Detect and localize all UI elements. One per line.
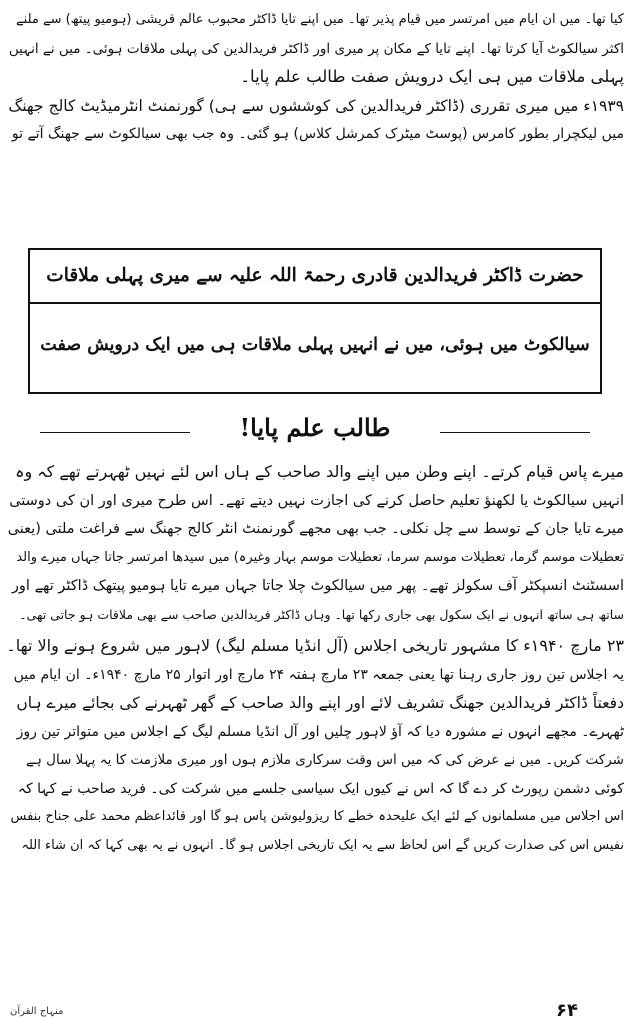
text-line: ٹھہرے۔ مجھے انہوں نے مشورہ دیا کہ آؤ لاہور چلیں اور آل انڈیا مسلم لیگ کے اجلاس میں متواتر تین روز <box>16 723 624 740</box>
text-line: دفعتاً ڈاکٹر فریدالدین جھنگ تشریف لائے اور اپنے والد صاحب کے گھر ٹھہرنے کی بجائے میرے ہاں <box>16 694 624 712</box>
text-line: میں لیکچرار بطور کامرس (پوسٹ میٹرک کمرشل کلاس) ہو گئی۔ وہ جب بھی سیالکوٹ سے جھنگ آتے تو <box>11 126 624 142</box>
decorative-rule-right <box>440 432 590 433</box>
text-line: میرے پاس قیام کرتے۔ اپنے وطن میں اپنے والد صاحب کے ہاں اس لئے نہیں ٹھہرتے تھے کہ وہ <box>15 462 624 481</box>
box-divider <box>30 302 600 304</box>
box-heading: حضرت ڈاکٹر فریدالدین قادری رحمۃ اللہ علیہ سے میری پہلی ملاقات <box>46 265 584 286</box>
subheading: طالب علم پایا! <box>239 413 391 442</box>
body-paragraph-2 <box>6 458 624 629</box>
text-line: نفیس اس کی صدارت کریں گے اس لحاظ سے یہ ایک تاریخی اجلاس ہو گا۔ انہوں نے یہ بھی کہا کہ ان شاء اللہ <box>21 837 624 853</box>
text-line: ساتھ ہی ساتھ انہوں نے ایک سکول بھی جاری رکھا تھا۔ وہاں ڈاکٹر فریدالدین صاحب سے بھی ملاقات ہو جاتی تھی۔ <box>19 606 624 622</box>
text-line: کوئی دشمن رپورٹ کر دے گا کہ اس نے کیوں ایک سیاسی جلسے میں شرکت کی۔ فرید صاحب نے کہا کہ <box>17 780 624 797</box>
text-line: اس اجلاس میں مسلمانوں کے لئے ایک علیحدہ خطے کا ریزولیوشن پاس ہو گا اور قائداعظم محمد علی جناح بنفس <box>10 809 624 824</box>
text-line: انہیں سیالکوٹ یا لکھنؤ تعلیم حاصل کرنے کی اجازت نہیں دیتے تھے۔ اس طرح میری اور ان کی دوستی <box>9 492 624 509</box>
text-line: شرکت کریں۔ میں نے عرض کی کہ میں اس وقت سرکاری ملازم ہوں اور میری ملازمت کا یہ پہلا سال ہے <box>26 752 624 768</box>
text-line: پہلی ملاقات میں ہی ایک درویش صفت طالب علم پایا۔ <box>240 67 624 86</box>
text-line: یہ اجلاس تین روز جاری رہنا تھا یعنی جمعہ ۲۳ مارچ ہفتہ ۲۴ مارچ اور اتوار ۲۵ مارچ ۱۹۴۰ء۔ ان ایام میں <box>13 666 624 683</box>
opening-paragraph <box>6 6 624 149</box>
text-line: تعطیلات موسم گرما، تعطیلات موسم سرما، تعطیلات موسم بہار وغیرہ) میں سیدھا امرتسر جاتا جہاں میرے والد <box>16 549 624 565</box>
text-line: اسسٹنٹ انسپکٹر آف سکولز تھے۔ پھر میں سیالکوٹ چلا جاتا جہاں میرے تایا ہومیو پیتھک ڈاکٹر تھے اور <box>11 578 624 594</box>
text-line: میرے تایا جان کے توسط سے چل نکلی۔ جب بھی مجھے گورنمنٹ انٹر کالج جھنگ سے فراغت ملتی (یعنی <box>7 521 624 537</box>
publisher-mark: منہاج القرآن <box>10 1006 64 1017</box>
text-line: ۱۹۳۹ء میں میری تقرری (ڈاکٹر فریدالدین کی کوششوں سے ہی) گورنمنٹ انٹرمیڈیٹ کالج جھنگ <box>8 96 624 115</box>
text-line: اکثر سیالکوٹ آیا کرتا تھا۔ اپنے تایا کے مکان پر میری اور ڈاکٹر فریدالدین کی پہلی ملاقات ہوئی۔ میں نے انہیں <box>8 40 624 57</box>
text-line: کیا تھا۔ میں ان ایام میں امرتسر میں قیام پذیر تھا۔ میں اپنے تایا ڈاکٹر محبوب عالم قریشی (ہومیو پیتھ) سے ملنے <box>16 12 624 27</box>
page-number: ۶۴ <box>556 1000 578 1021</box>
box-quote: سیالکوٹ میں ہوئی، میں نے انہیں پہلی ملاقات ہی میں ایک درویش صفت <box>40 335 590 355</box>
body-paragraph-3 <box>6 632 624 860</box>
highlight-box <box>28 248 602 394</box>
text-line: ۲۳ مارچ ۱۹۴۰ء کا مشہور تاریخی اجلاس (آل انڈیا مسلم لیگ) لاہور میں شروع ہونے والا تھا۔ <box>6 636 624 655</box>
